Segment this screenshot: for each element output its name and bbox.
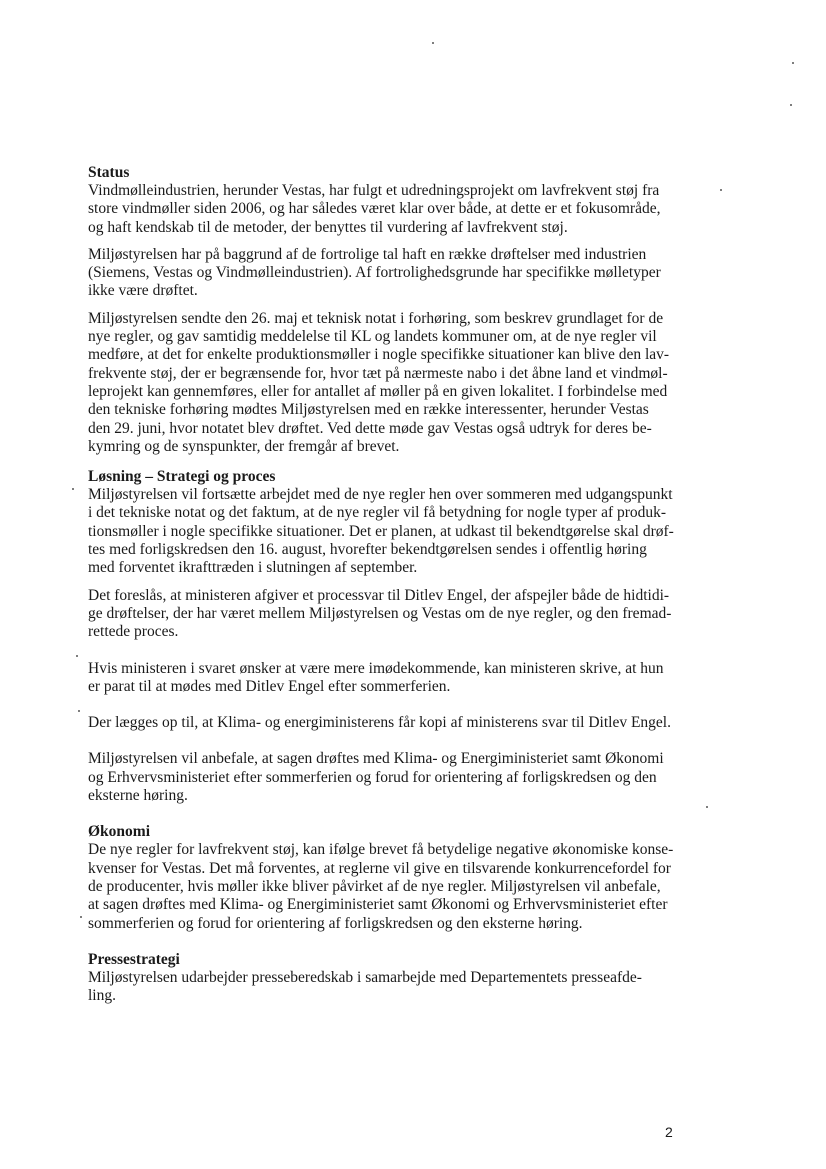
text-line: eksterne høring. bbox=[88, 787, 188, 805]
section-heading-okonomi: Økonomi bbox=[88, 823, 151, 841]
status-paragraph-3 bbox=[88, 310, 728, 456]
text-line: at sagen drøftes med Klima- og Energiministeriet samt Økonomi og Erhvervsministeriet efter bbox=[88, 896, 668, 914]
text-line: Miljøstyrelsen sendte den 26. maj et teknisk notat i forhøring, som beskrev grundlaget for de bbox=[88, 309, 664, 327]
text-line: rettede proces. bbox=[88, 623, 179, 641]
text-line: store vindmøller siden 2006, og har således været klar over både, at dette er et fokusområde, bbox=[88, 200, 661, 218]
text-line: De nye regler for lavfrekvent støj, kan ifølge brevet få betydelige negative økonomiske konse- bbox=[88, 841, 674, 859]
text-line: og Erhvervsministeriet efter sommerferien og forud for orientering af forligskredsen og den bbox=[88, 768, 657, 786]
text-line: ling. bbox=[88, 987, 116, 1005]
text-line: Miljøstyrelsen har på baggrund af de fortrolige tal haft en række drøftelser med industrien bbox=[88, 245, 647, 263]
text-line: medføre, at det for enkelte produktionsmøller i nogle specifikke situationer kan blive den lav- bbox=[88, 346, 670, 364]
text-line: nye regler, og gav samtidig meddelelse til KL og landets kommuner om, at de nye regler vil bbox=[88, 328, 657, 346]
presse-paragraph-1 bbox=[88, 969, 728, 1006]
scan-speck bbox=[80, 916, 82, 918]
text-line: Miljøstyrelsen udarbejder presseberedskab i samarbejde med Departementets presseafde- bbox=[88, 968, 642, 986]
text-line: de producenter, hvis møller ikke bliver påvirket af de nye regler. Miljøstyrelsen vil anbefale, bbox=[88, 877, 661, 895]
section-heading-losning: Løsning – Strategi og proces bbox=[88, 468, 276, 486]
text-line: kymring og de synspunkter, der fremgår af brevet. bbox=[88, 437, 400, 455]
losning-paragraph-2 bbox=[88, 587, 728, 642]
losning-paragraph-4 bbox=[88, 714, 728, 732]
text-line: kvenser for Vestas. Det må forventes, at reglerne vil give en tilsvarende konkurrencefordel for bbox=[88, 859, 671, 877]
text-line: ikke være drøftet. bbox=[88, 282, 198, 300]
scan-speck bbox=[706, 806, 708, 808]
text-line: tionsmøller i nogle specifikke situationer. Det er planen, at udkast til bekendtgørelse skal drøf- bbox=[88, 522, 674, 540]
text-line: ge drøftelser, der har været mellem Miljøstyrelsen og Vestas om de nye regler, og den fremad- bbox=[88, 604, 672, 622]
text-line: Det foreslås, at ministeren afgiver et processvar til Ditlev Engel, der afspejler både de hidtidi- bbox=[88, 586, 670, 604]
text-line: Der lægges op til, at Klima- og energiministerens får kopi af ministerens svar til Ditlev Engel. bbox=[88, 714, 671, 732]
text-line: den 29. juni, hvor notatet blev drøftet. Ved dette møde gav Vestas også udtryk for deres be- bbox=[88, 419, 652, 437]
okonomi-paragraph-1 bbox=[88, 841, 728, 932]
page-number: 2 bbox=[665, 1124, 673, 1140]
scan-speck bbox=[76, 655, 78, 657]
losning-paragraph-3 bbox=[88, 660, 728, 697]
scan-speck bbox=[78, 710, 80, 712]
text-line: Miljøstyrelsen vil fortsætte arbejdet med de nye regler hen over sommeren med udgangspunkt bbox=[88, 486, 673, 504]
scan-speck bbox=[432, 42, 434, 44]
scan-speck bbox=[720, 189, 722, 191]
losning-paragraph-5 bbox=[88, 750, 728, 805]
text-line: med forventet ikrafttræden i slutningen af september. bbox=[88, 559, 418, 577]
text-line: den tekniske forhøring mødtes Miljøstyrelsen med en række interessenter, herunder Vestas bbox=[88, 401, 649, 419]
scan-speck bbox=[790, 104, 792, 106]
text-line: leprojekt kan gennemføres, eller for antallet af møller på en given lokalitet. I forbindelse med bbox=[88, 382, 668, 400]
text-line: (Siemens, Vestas og Vindmølleindustrien). Af fortrolighedsgrunde har specifikke mølletyper bbox=[88, 264, 661, 282]
text-line: og haft kendskab til de metoder, der benyttes til vurdering af lavfrekvent støj. bbox=[88, 218, 568, 236]
document-body bbox=[88, 164, 728, 1005]
section-heading-status: Status bbox=[88, 164, 130, 181]
losning-paragraph-1 bbox=[88, 486, 728, 577]
text-line: Vindmølleindustrien, herunder Vestas, har fulgt et udredningsprojekt om lavfrekvent støj fra bbox=[88, 182, 660, 199]
text-line: er parat til at mødes med Ditlev Engel efter sommerferien. bbox=[88, 677, 451, 695]
text-line: i det tekniske notat og det faktum, at de nye regler vil få betydning for nogle typer af produk- bbox=[88, 504, 667, 522]
text-line: Hvis ministeren i svaret ønsker at være mere imødekommende, kan ministeren skrive, at hun bbox=[88, 659, 664, 677]
text-line: Miljøstyrelsen vil anbefale, at sagen drøftes med Klima- og Energiministeriet samt Økonomi bbox=[88, 750, 664, 768]
text-line: sommerferien og forud for orientering af forligskredsen og den eksterne høring. bbox=[88, 914, 583, 932]
status-paragraph-2 bbox=[88, 246, 728, 301]
status-paragraph-1 bbox=[88, 182, 728, 237]
scan-speck bbox=[72, 488, 74, 490]
scan-speck bbox=[792, 62, 794, 64]
text-line: tes med forligskredsen den 16. august, hvorefter bekendtgørelsen sendes i offentlig høring bbox=[88, 541, 647, 559]
section-heading-presse: Pressestrategi bbox=[88, 950, 180, 968]
text-line: frekvente støj, der er begrænsende for, hvor tæt på nærmeste nabo i det åbne land et vindmøl- bbox=[88, 364, 668, 382]
